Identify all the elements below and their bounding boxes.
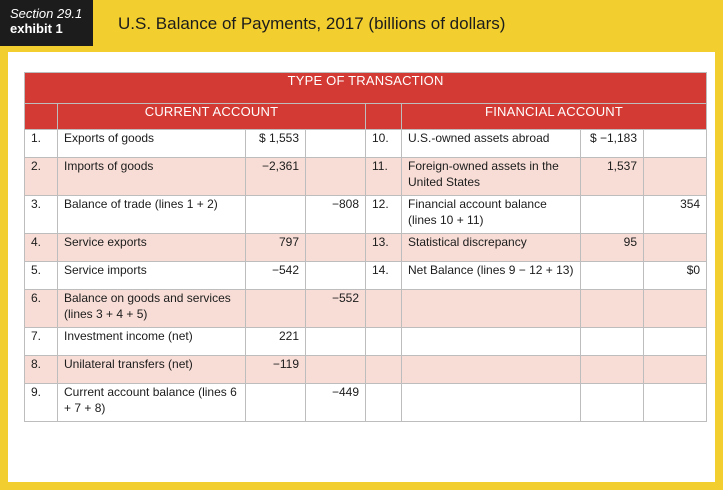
right-line-label: Financial account balance (lines 10 + 11) xyxy=(402,196,581,234)
left-value-col2: −552 xyxy=(306,290,366,328)
left-line-number: 1. xyxy=(25,130,58,158)
left-value-col2 xyxy=(306,262,366,290)
left-value-col1: 797 xyxy=(246,234,306,262)
left-line-label: Service imports xyxy=(58,262,246,290)
current-account-header: CURRENT ACCOUNT xyxy=(58,104,366,130)
left-value-col2 xyxy=(306,328,366,356)
right-value-col1: 95 xyxy=(581,234,644,262)
left-line-number: 2. xyxy=(25,158,58,196)
left-line-label: Imports of goods xyxy=(58,158,246,196)
top-header-row xyxy=(25,73,707,104)
right-line-label: Net Balance (lines 9 − 12 + 13) xyxy=(402,262,581,290)
header-blank-left xyxy=(25,104,58,130)
left-line-label: Balance on goods and services (lines 3 + 4 + 5) xyxy=(58,290,246,328)
left-value-col2 xyxy=(306,158,366,196)
table-row xyxy=(25,384,707,422)
section-badge xyxy=(0,0,93,46)
left-line-label: Unilateral transfers (net) xyxy=(58,356,246,384)
table-panel xyxy=(8,52,715,482)
left-value-col2 xyxy=(306,234,366,262)
right-line-number: 11. xyxy=(366,158,402,196)
right-line-number: 14. xyxy=(366,262,402,290)
right-line-label: Foreign-owned assets in the United States xyxy=(402,158,581,196)
right-value-col1: $ −1,183 xyxy=(581,130,644,158)
right-value-col2 xyxy=(644,328,707,356)
right-line-label xyxy=(402,328,581,356)
right-line-number xyxy=(366,290,402,328)
right-line-number xyxy=(366,384,402,422)
right-value-col1 xyxy=(581,356,644,384)
right-value-col2 xyxy=(644,356,707,384)
left-line-number: 6. xyxy=(25,290,58,328)
table-row xyxy=(25,328,707,356)
balance-of-payments-table xyxy=(24,72,707,422)
left-line-label: Service exports xyxy=(58,234,246,262)
right-line-label xyxy=(402,290,581,328)
left-line-number: 8. xyxy=(25,356,58,384)
right-value-col1: 1,537 xyxy=(581,158,644,196)
exhibit-header xyxy=(0,0,723,46)
right-value-col1 xyxy=(581,328,644,356)
right-line-number xyxy=(366,356,402,384)
left-line-label: Current account balance (lines 6 + 7 + 8) xyxy=(58,384,246,422)
left-value-col1: −542 xyxy=(246,262,306,290)
table-row xyxy=(25,290,707,328)
right-value-col2: 354 xyxy=(644,196,707,234)
right-line-label: Statistical discrepancy xyxy=(402,234,581,262)
type-of-transaction-header: TYPE OF TRANSACTION xyxy=(25,73,707,104)
exhibit-title: U.S. Balance of Payments, 2017 (billions of dollars) xyxy=(118,14,506,33)
right-value-col2 xyxy=(644,234,707,262)
right-line-label xyxy=(402,356,581,384)
left-line-label: Investment income (net) xyxy=(58,328,246,356)
left-value-col2 xyxy=(306,356,366,384)
left-line-number: 9. xyxy=(25,384,58,422)
right-value-col1 xyxy=(581,262,644,290)
left-value-col1: $ 1,553 xyxy=(246,130,306,158)
left-value-col1: −119 xyxy=(246,356,306,384)
left-line-number: 5. xyxy=(25,262,58,290)
right-value-col1 xyxy=(581,290,644,328)
left-line-number: 4. xyxy=(25,234,58,262)
left-line-number: 7. xyxy=(25,328,58,356)
table-row xyxy=(25,158,707,196)
account-header-row xyxy=(25,104,707,130)
table-row xyxy=(25,356,707,384)
section-label: Section 29.1 xyxy=(10,6,83,21)
right-line-number: 13. xyxy=(366,234,402,262)
header-blank-right xyxy=(366,104,402,130)
table-row xyxy=(25,234,707,262)
left-value-col2 xyxy=(306,130,366,158)
left-value-col2: −449 xyxy=(306,384,366,422)
right-line-number: 10. xyxy=(366,130,402,158)
left-line-label: Exports of goods xyxy=(58,130,246,158)
left-value-col1: 221 xyxy=(246,328,306,356)
right-line-label: U.S.-owned assets abroad xyxy=(402,130,581,158)
right-value-col2 xyxy=(644,158,707,196)
right-value-col2: $0 xyxy=(644,262,707,290)
left-line-number: 3. xyxy=(25,196,58,234)
table-row xyxy=(25,130,707,158)
table-row xyxy=(25,262,707,290)
right-line-label xyxy=(402,384,581,422)
left-value-col1 xyxy=(246,384,306,422)
right-line-number: 12. xyxy=(366,196,402,234)
left-value-col2: −808 xyxy=(306,196,366,234)
left-value-col1 xyxy=(246,290,306,328)
right-value-col1 xyxy=(581,196,644,234)
left-value-col1 xyxy=(246,196,306,234)
left-line-label: Balance of trade (lines 1 + 2) xyxy=(58,196,246,234)
right-value-col2 xyxy=(644,384,707,422)
left-value-col1: −2,361 xyxy=(246,158,306,196)
table-row xyxy=(25,196,707,234)
right-value-col2 xyxy=(644,130,707,158)
financial-account-header: FINANCIAL ACCOUNT xyxy=(402,104,707,130)
exhibit-label: exhibit 1 xyxy=(10,21,63,36)
right-value-col1 xyxy=(581,384,644,422)
right-line-number xyxy=(366,328,402,356)
right-value-col2 xyxy=(644,290,707,328)
